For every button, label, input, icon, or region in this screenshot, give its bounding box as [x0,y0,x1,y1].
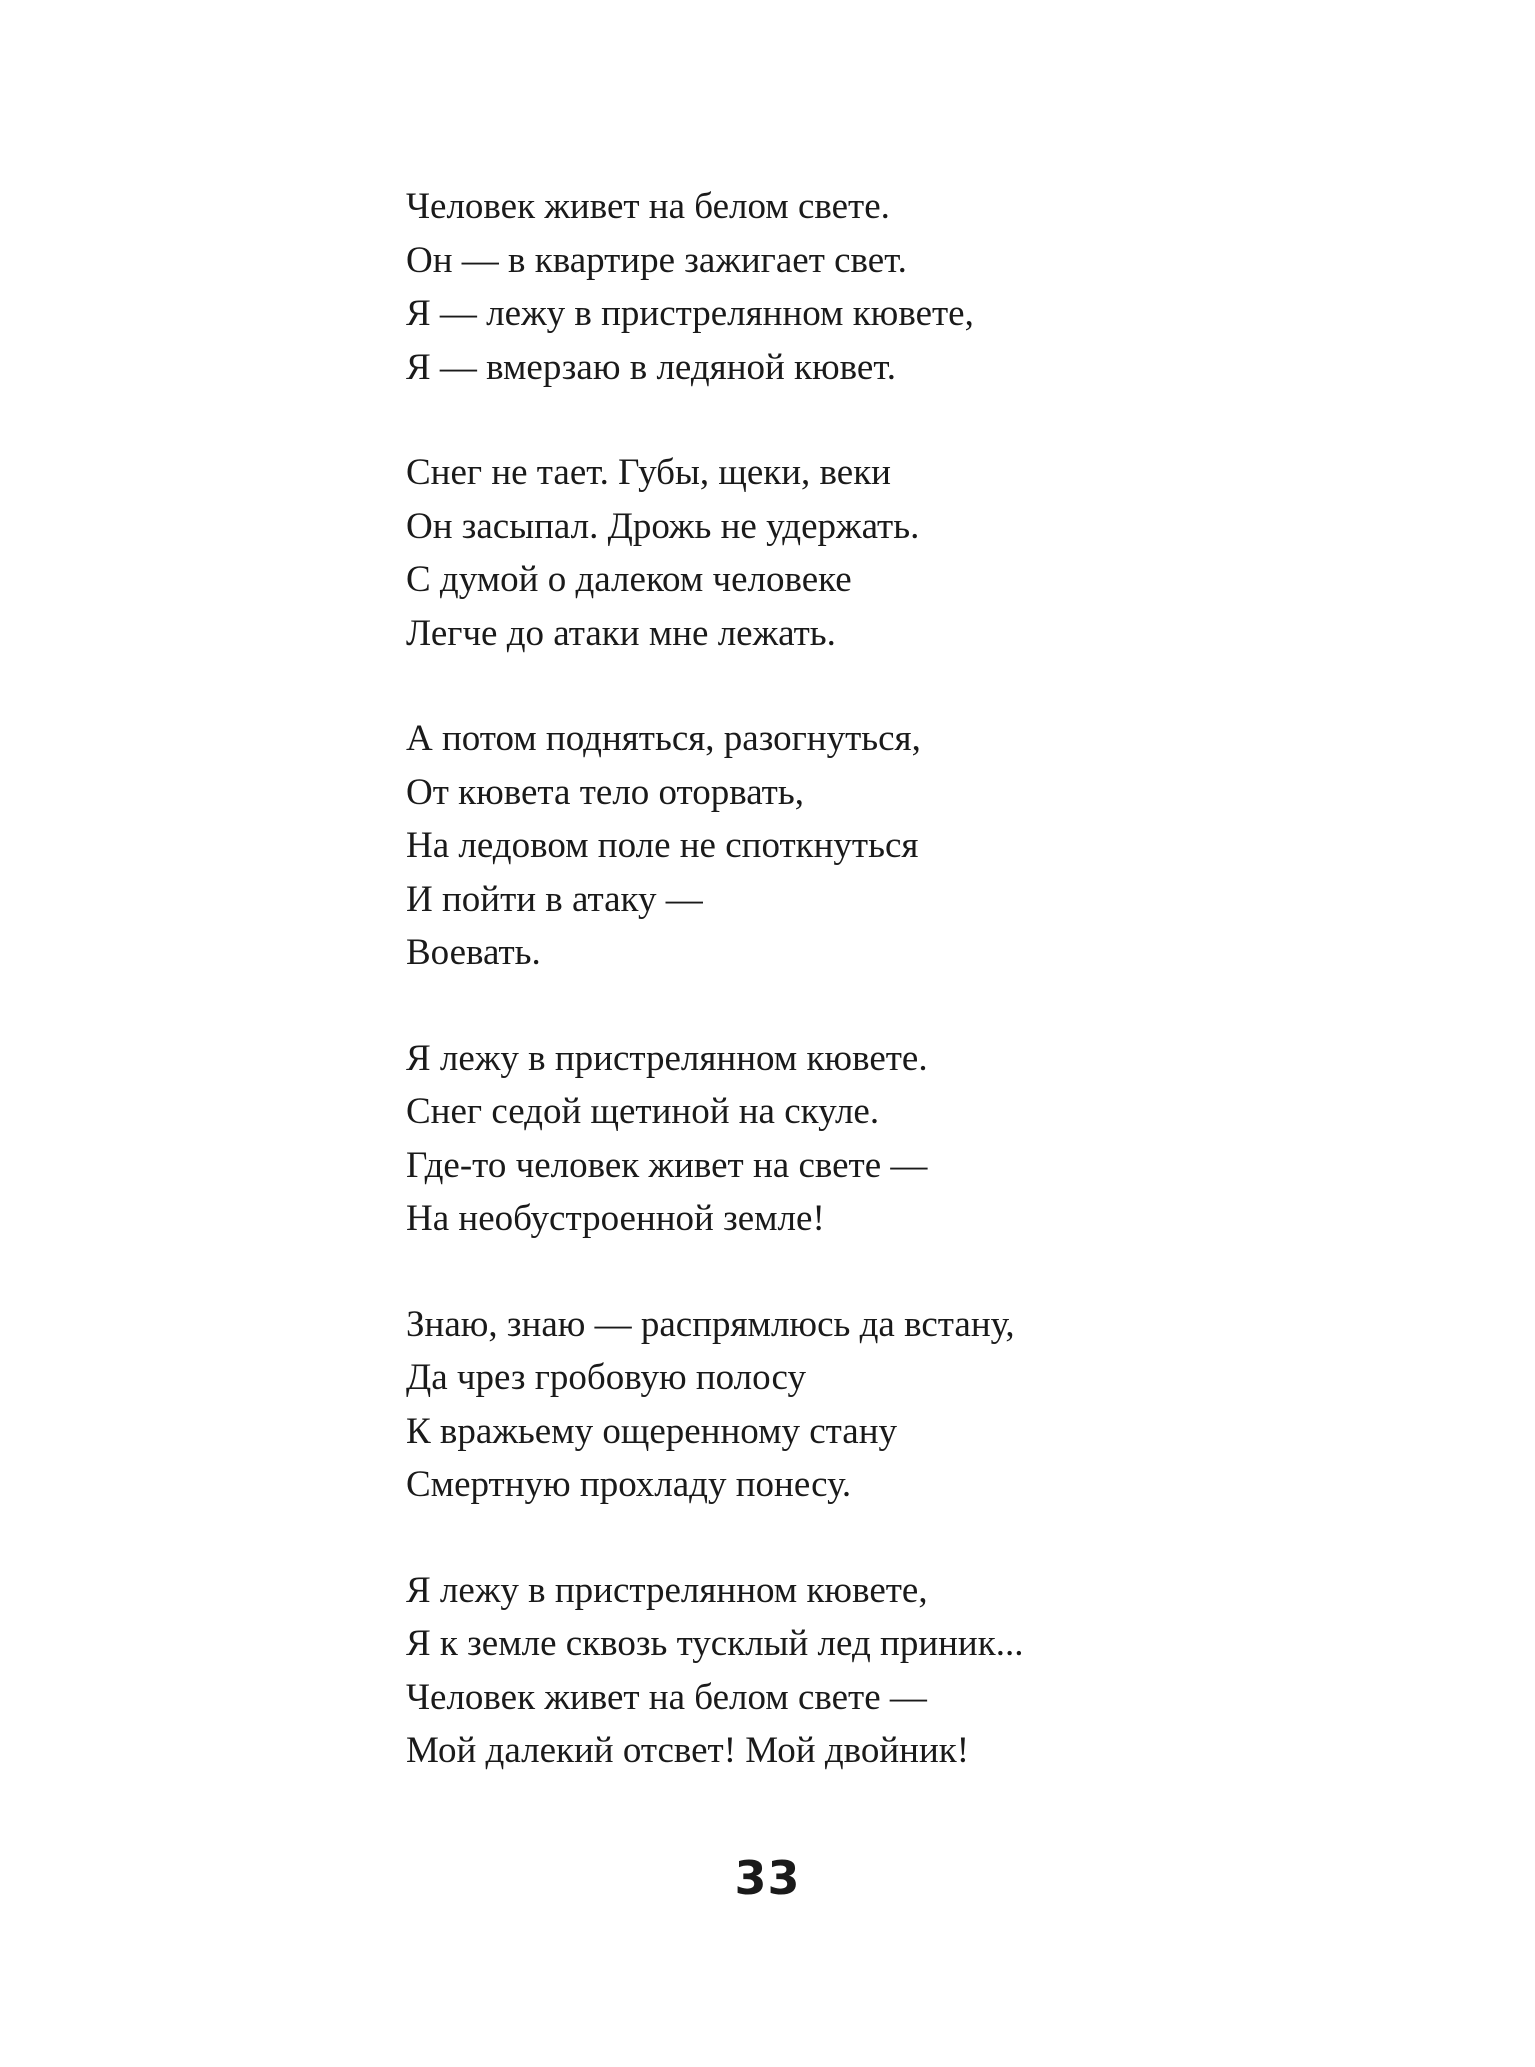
poem-line: Я к земле сквозь тусклый лед приник... [406,1623,1024,1664]
poem-line: Я лежу в пристрелянном кювете. [406,1037,928,1079]
poem-line: К вражьему ощеренному стану [406,1410,898,1452]
poem-line: От кювета тело оторвать, [406,771,804,813]
poem-line: Человек живет на белом свете. [406,186,890,227]
poem-line: На ледовом поле не споткнуться [406,825,919,866]
stanza-4 [406,1032,1406,1246]
poem-line: А потом подняться, разогнуться, [406,718,921,759]
poem-line: Я — лежу в пристрелянном кювете, [406,293,974,334]
poem-line: Я — вмерзаю в ледяной кювет. [406,346,896,388]
poem-line: Где-то человек живет на свете — [406,1144,928,1186]
poem-line: На необустроенной земле! [406,1198,825,1239]
stanza-5 [406,1298,1406,1512]
poem-line: Он — в квартире зажигает свет. [406,239,907,281]
poem-line: С думой о далеком человеке [406,559,852,600]
stanza-1 [406,180,1406,394]
poem-line: Знаю, знаю — распрямлюсь да встану, [406,1303,1015,1345]
stanza-3 [406,712,1406,980]
poem-line: Он засыпал. Дрожь не удержать. [406,505,920,547]
stanza-2 [406,446,1406,660]
poem-line: Мой далекий отсвет! Мой двойник! [406,1730,970,1771]
poem-line: И пойти в атаку — [406,878,703,920]
poem-line: Легче до атаки мне лежать. [406,612,836,654]
poem-line: Смертную прохладу понесу. [406,1464,852,1505]
poem-line: Воевать. [406,932,541,973]
poem-line: Я лежу в пристрелянном кювете, [406,1569,928,1611]
poem-line: Да чрез гробовую полосу [406,1357,806,1398]
poem-line: Человек живет на белом свете — [406,1676,927,1718]
poem-body [406,180,1406,1778]
stanza-6 [406,1564,1406,1778]
poem-line: Снег не тает. Губы, щеки, веки [406,452,891,493]
page-number: 33 [734,1851,801,1905]
poem-line: Снег седой щетиной на скуле. [406,1091,880,1132]
